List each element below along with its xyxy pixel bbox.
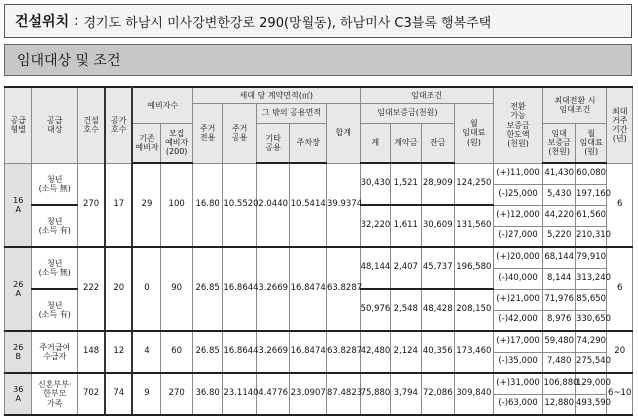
max-rent-cell: 210,310 xyxy=(575,226,606,247)
max-rent-cell: 313,240 xyxy=(575,268,606,289)
header-deposit-total: 계 xyxy=(360,123,390,163)
area-total-cell: 87.4823 xyxy=(326,373,360,415)
conversion-limit-cell: (+)31,000 xyxy=(493,373,543,394)
balance-cell: 28,909 xyxy=(421,163,455,205)
conversion-limit-cell: (-)25,000 xyxy=(493,184,543,205)
supply-type-cell: 36 A xyxy=(5,373,32,415)
supply-units-cell: 20 xyxy=(105,247,132,331)
conversion-limit-cell: (-)35,000 xyxy=(493,352,543,373)
header-supply-units: 공가 호수 xyxy=(105,87,132,163)
header-existing-reserve: 기존 예비자 xyxy=(132,123,160,163)
header-max-deposit: 임대 보증금 (천원) xyxy=(543,123,576,163)
private-area-cell: 16.80 xyxy=(192,163,222,247)
table-row xyxy=(5,247,633,268)
supply-target-cell: 청년 (소득 有) xyxy=(32,289,78,331)
contract-fee-cell: 1,521 xyxy=(391,163,421,205)
other-common-cell: 2.0440 xyxy=(256,163,290,247)
max-rent-cell: 275,540 xyxy=(575,352,606,373)
table-body xyxy=(5,163,633,415)
header-area-group: 세대 당 계약면적(㎡) xyxy=(192,87,360,103)
deposit-total-cell: 42,480 xyxy=(360,331,390,373)
header-other-common-group: 그 밖의 공용면적 xyxy=(256,103,326,123)
header-recruit-reserve: 모집 예비자 (200) xyxy=(161,123,193,163)
existing-reserve-cell: 0 xyxy=(132,247,160,331)
supply-target-cell: 청년 (소득 無) xyxy=(32,247,78,289)
section-title xyxy=(4,44,632,76)
header-contract-fee: 계약금 xyxy=(391,123,421,163)
contract-fee-cell: 2,407 xyxy=(391,247,421,289)
deposit-total-cell: 75,880 xyxy=(360,373,390,415)
common-area-cell: 16.8644 xyxy=(223,247,257,331)
recruit-reserve-cell: 90 xyxy=(161,247,193,331)
balance-cell: 30,609 xyxy=(421,205,455,247)
supply-units-cell: 17 xyxy=(105,163,132,247)
table-row xyxy=(5,373,633,394)
deposit-total-cell: 48,144 xyxy=(360,247,390,289)
max-rent-cell: 129,000 xyxy=(575,373,606,394)
parking-area-cell: 23.0907 xyxy=(290,373,327,415)
conversion-limit-cell: (+)11,000 xyxy=(493,163,543,184)
parking-area-cell: 10.5414 xyxy=(290,163,327,247)
max-residence-cell: 6 xyxy=(607,247,633,331)
max-deposit-cell: 71,976 xyxy=(543,289,576,310)
construction-units-cell: 148 xyxy=(78,331,105,373)
parking-area-cell: 16.8474 xyxy=(290,247,327,331)
private-area-cell: 36.80 xyxy=(192,373,222,415)
other-common-cell: 4.4776 xyxy=(256,373,290,415)
max-deposit-cell: 7,480 xyxy=(543,352,576,373)
deposit-total-cell: 32,220 xyxy=(360,205,390,247)
max-rent-cell: 79,910 xyxy=(575,247,606,268)
monthly-rent-cell: 124,250 xyxy=(455,163,494,205)
construction-units-cell: 222 xyxy=(78,247,105,331)
rental-conditions-table xyxy=(4,86,633,416)
area-total-cell: 63.8287 xyxy=(326,331,360,373)
header-max-conversion-group: 최대전환 시 임대조건 xyxy=(543,87,607,123)
max-deposit-cell: 68,144 xyxy=(543,247,576,268)
contract-fee-cell: 3,794 xyxy=(391,373,421,415)
max-deposit-cell: 41,430 xyxy=(543,163,576,184)
monthly-rent-cell: 131,560 xyxy=(455,205,494,247)
conversion-limit-cell: (-)27,000 xyxy=(493,226,543,247)
conversion-limit-cell: (-)42,000 xyxy=(493,310,543,331)
conversion-limit-cell: (-)40,000 xyxy=(493,268,543,289)
contract-fee-cell: 2,548 xyxy=(391,289,421,331)
header-reserve-group: 예비자수 xyxy=(132,87,192,123)
supply-target-cell: 청년 (소득 無) xyxy=(32,163,78,205)
max-deposit-cell: 12,880 xyxy=(543,394,576,415)
construction-units-cell: 702 xyxy=(78,373,105,415)
table-row xyxy=(5,331,633,352)
location-value: 경기도 하남시 미사강변한강로 290(망월동), 하남미사 C3블록 행복주택 xyxy=(83,15,492,31)
header-construction-units: 건설 호수 xyxy=(78,87,105,163)
location-separator: : xyxy=(74,13,79,29)
max-residence-cell: 20 xyxy=(607,331,633,373)
private-area-cell: 26.85 xyxy=(192,331,222,373)
conversion-limit-cell: (+)17,000 xyxy=(493,331,543,352)
max-deposit-cell: 59,480 xyxy=(543,331,576,352)
supply-units-cell: 12 xyxy=(105,331,132,373)
conversion-limit-cell: (+)12,000 xyxy=(493,205,543,226)
private-area-cell: 26.85 xyxy=(192,247,222,331)
area-total-cell: 63.8287 xyxy=(326,247,360,331)
table-row xyxy=(5,163,633,184)
recruit-reserve-cell: 270 xyxy=(161,373,193,415)
existing-reserve-cell: 29 xyxy=(132,163,160,247)
common-area-cell: 16.8644 xyxy=(223,331,257,373)
conversion-limit-cell: (-)63,000 xyxy=(493,394,543,415)
contract-fee-cell: 2,124 xyxy=(391,331,421,373)
parking-area-cell: 16.8474 xyxy=(290,331,327,373)
max-deposit-cell: 5,430 xyxy=(543,184,576,205)
max-rent-cell: 330,650 xyxy=(575,310,606,331)
monthly-rent-cell: 196,580 xyxy=(455,247,494,289)
max-deposit-cell: 8,144 xyxy=(543,268,576,289)
recruit-reserve-cell: 60 xyxy=(161,331,193,373)
balance-cell: 45,737 xyxy=(421,247,455,289)
max-rent-cell: 60,080 xyxy=(575,163,606,184)
construction-units-cell: 270 xyxy=(78,163,105,247)
header-monthly-rent: 월 임대료 (원) xyxy=(455,103,494,163)
monthly-rent-cell: 208,150 xyxy=(455,289,494,331)
supply-type-cell: 26 B xyxy=(5,331,32,373)
max-deposit-cell: 8,976 xyxy=(543,310,576,331)
header-max-rent: 월 임대료 (원) xyxy=(575,123,606,163)
section-title-text: 임대대상 및 조건 xyxy=(17,53,121,69)
monthly-rent-cell: 173,460 xyxy=(455,331,494,373)
max-rent-cell: 197,160 xyxy=(575,184,606,205)
header-balance: 잔금 xyxy=(421,123,455,163)
balance-cell: 40,356 xyxy=(421,331,455,373)
contract-fee-cell: 1,611 xyxy=(391,205,421,247)
supply-type-cell: 16 A xyxy=(5,163,32,247)
max-deposit-cell: 44,220 xyxy=(543,205,576,226)
header-supply-type: 공급 형별 xyxy=(5,87,32,163)
deposit-total-cell: 30,430 xyxy=(360,163,390,205)
max-residence-cell: 6 xyxy=(607,163,633,247)
conversion-limit-cell: (+)21,000 xyxy=(493,289,543,310)
supply-type-cell: 26 A xyxy=(5,247,32,331)
monthly-rent-cell: 309,840 xyxy=(455,373,494,415)
other-common-cell: 3.2669 xyxy=(256,331,290,373)
deposit-total-cell: 50,976 xyxy=(360,289,390,331)
conversion-limit-cell: (+)20,000 xyxy=(493,247,543,268)
location-label: 건설위치 xyxy=(15,14,70,30)
existing-reserve-cell: 9 xyxy=(132,373,160,415)
existing-reserve-cell: 4 xyxy=(132,331,160,373)
header-parking: 주차장 xyxy=(290,123,327,163)
header-common-area: 주거 공용 xyxy=(223,103,257,163)
max-deposit-cell: 106,880 xyxy=(543,373,576,394)
header-conversion-limit: 전환 가능 보증금 한도액 (천원) xyxy=(493,87,543,163)
max-rent-cell: 61,560 xyxy=(575,205,606,226)
supply-target-cell: 주거급여 수급자 xyxy=(32,331,78,373)
max-rent-cell: 74,290 xyxy=(575,331,606,352)
supply-target-cell: 청년 (소득 有) xyxy=(32,205,78,247)
common-area-cell: 10.5520 xyxy=(223,163,257,247)
supply-units-cell: 74 xyxy=(105,373,132,415)
header-area-total: 합계 xyxy=(326,103,360,163)
location-box xyxy=(4,4,632,38)
max-deposit-cell: 5,220 xyxy=(543,226,576,247)
balance-cell: 48,428 xyxy=(421,289,455,331)
recruit-reserve-cell: 100 xyxy=(161,163,193,247)
header-max-residence: 최대 거주 기간 (년) xyxy=(607,87,633,163)
header-private-area: 주거 전용 xyxy=(192,103,222,163)
balance-cell: 72,086 xyxy=(421,373,455,415)
header-deposit-group: 임대보증금(천원) xyxy=(360,103,454,123)
common-area-cell: 23.1140 xyxy=(223,373,257,415)
area-total-cell: 39.9374 xyxy=(326,163,360,247)
header-other-common: 기타 공용 xyxy=(256,123,290,163)
supply-target-cell: 신혼부부· 한부모 가족 xyxy=(32,373,78,415)
header-supply-target: 공급 대상 xyxy=(32,87,78,163)
max-residence-cell: 6~10 xyxy=(607,373,633,415)
header-rent-group: 임대조건 xyxy=(360,87,493,103)
max-rent-cell: 493,590 xyxy=(575,394,606,415)
other-common-cell: 3.2669 xyxy=(256,247,290,331)
max-rent-cell: 85,650 xyxy=(575,289,606,310)
